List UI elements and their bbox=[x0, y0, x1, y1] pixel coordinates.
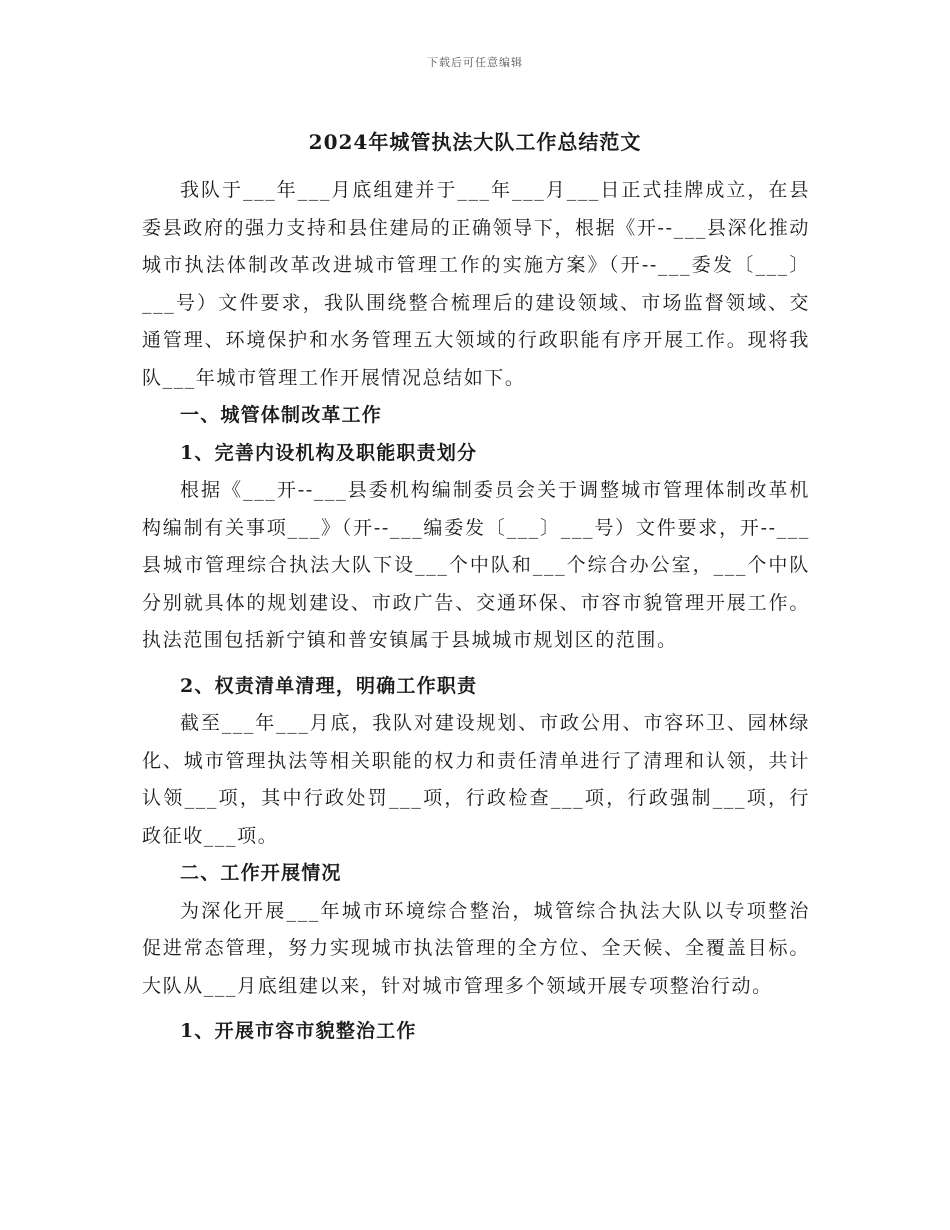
section-heading-work-progress: 二、工作开展情况 bbox=[180, 862, 342, 884]
page-header-note: 下载后可任意编辑 bbox=[427, 56, 523, 69]
document-title: 2024年城管执法大队工作总结范文 bbox=[308, 130, 642, 154]
spacer bbox=[142, 660, 810, 668]
subheading-internal-structure: 1、完善内设机构及职能职责划分 bbox=[180, 441, 478, 464]
paragraph-internal-structure: 根据《___开--___县委机构编制委员会关于调整城市管理体制改革机构编制有关事项___》（开--___编委发〔___〕___号）文件要求，开--___县城市管理综合执法大队下设___个中队和___个综合办公室，___个中队分别就具体的规划建设、市政广告、交通环保、市容市貌管理开展工作。执法范围包括新宁镇和普安镇属于县城城市规划区的范围。 bbox=[142, 479, 810, 651]
section-heading-reform: 一、城管体制改革工作 bbox=[180, 404, 383, 426]
paragraph-intro: 我队于___年___月底组建并于___年___月___日正式挂牌成立，在县委县政府的强力支持和县住建局的正确领导下，根据《开--___县深化推动城市执法体制改革改进城市管理工作的实施方案》（开--___委发〔___〕___号）文件要求，我队围绕整合梳理后的建设领域、市场监督领域、交通管理、环境保护和水务管理五大领域的行政职能有序开展工作。现将我队___年城市管理工作开展情况总结如下。 bbox=[142, 179, 810, 389]
spacer bbox=[142, 1005, 810, 1013]
subheading-city-appearance: 1、开展市容市貌整治工作 bbox=[180, 1020, 417, 1042]
paragraph-work-progress: 为深化开展___年城市环境综合整治，城管综合执法大队以专项整治促进常态管理，努力实现城市执法管理的全方位、全天候、全覆盖目标。大队从___月底组建以来，针对城市管理多个领域开展专项整治行动。 bbox=[142, 899, 810, 997]
paragraph-responsibility-list: 截至___年___月底，我队对建设规划、市政公用、市容环卫、园林绿化、城市管理执法等相关职能的权力和责任清单进行了清理和认领，共计认领___项，其中行政处罚___项，行政检查___项，行政强制___项，行政征收___项。 bbox=[142, 712, 810, 847]
subheading-responsibility-list: 2、权责清单清理，明确工作职责 bbox=[180, 674, 478, 697]
document-body bbox=[142, 172, 810, 1051]
